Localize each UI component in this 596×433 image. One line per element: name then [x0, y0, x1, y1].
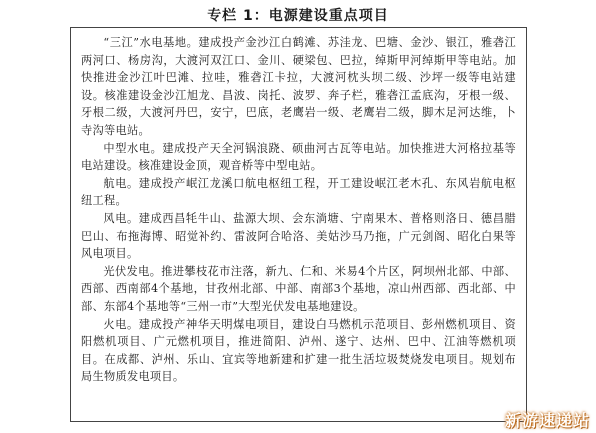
column-title: 专栏 1：电源建设重点项目	[207, 8, 389, 24]
paragraph-wind-power: 风电。建成西昌牦牛山、盐源大坝、会东淌塘、宁南果木、普格则洛日、德昌腊巴山、布拖海博、昭觉补约、雷波阿合哈洛、美姑沙马乃拖，广元剑阁、昭化白果等风电项目。	[81, 211, 516, 261]
paragraph-solar-power: 光伏发电。推进攀枝花市注落，新九、仁和、米易4个片区，阿坝州北部、中部、西部、西南部4个基地，甘孜州北部、中部、南部3个基地，凉山州西部、西北部、中部、东部4个基地等“三州一市”大型光伏发电基地建设。	[81, 264, 516, 313]
paragraph-hydropower-base: “三江”水电基地。建成投产金沙江白鹤滩、苏洼龙、巴塘、金沙、银江，雅砻江两河口、杨房沟，大渡河双江口、金川、硬梁包、巴拉，绰斯甲河绰斯甲等电站。加快推进金沙江叶巴滩、拉哇，雅砻江卡拉，大渡河枕头坝二级、沙坪一级等电站建设。核准建设金沙江旭龙、昌波、岗托、波罗、奔子栏，雅砻江孟底沟，牙根一级、牙根二级，大渡河丹巴，安宁，巴底，老鹰岩一级、老鹰岩二级，脚木足河达维，卜寺沟等电站。	[81, 36, 516, 137]
content-box	[70, 27, 527, 422]
paragraph-navigation-power: 航电。建成投产岷江龙溪口航电枢纽工程，开工建设岷江老木孔、东风岩航电枢纽工程。	[81, 176, 516, 208]
paragraph-medium-hydropower: 中型水电。建成投产天全河锅浪跷、硕曲河古瓦等电站。加快推进大河格拉基等电站建设。核准建设金顶，观音桥等中型电站。	[81, 141, 516, 173]
site-watermark: 新游速递站	[504, 411, 590, 430]
paragraph-thermal-power: 火电。建成投产神华天明煤电项目，建设白马燃机示范项目、彭州燃机项目、资阳燃机项目、广元燃机项目，推进简阳、泸州、遂宁、达州、巴中、江油等燃机项目。在成都、泸州、乐山、宜宾等地新建和扩建一批生活垃圾焚烧发电项目。规划布局生物质发电项目。	[81, 317, 516, 384]
